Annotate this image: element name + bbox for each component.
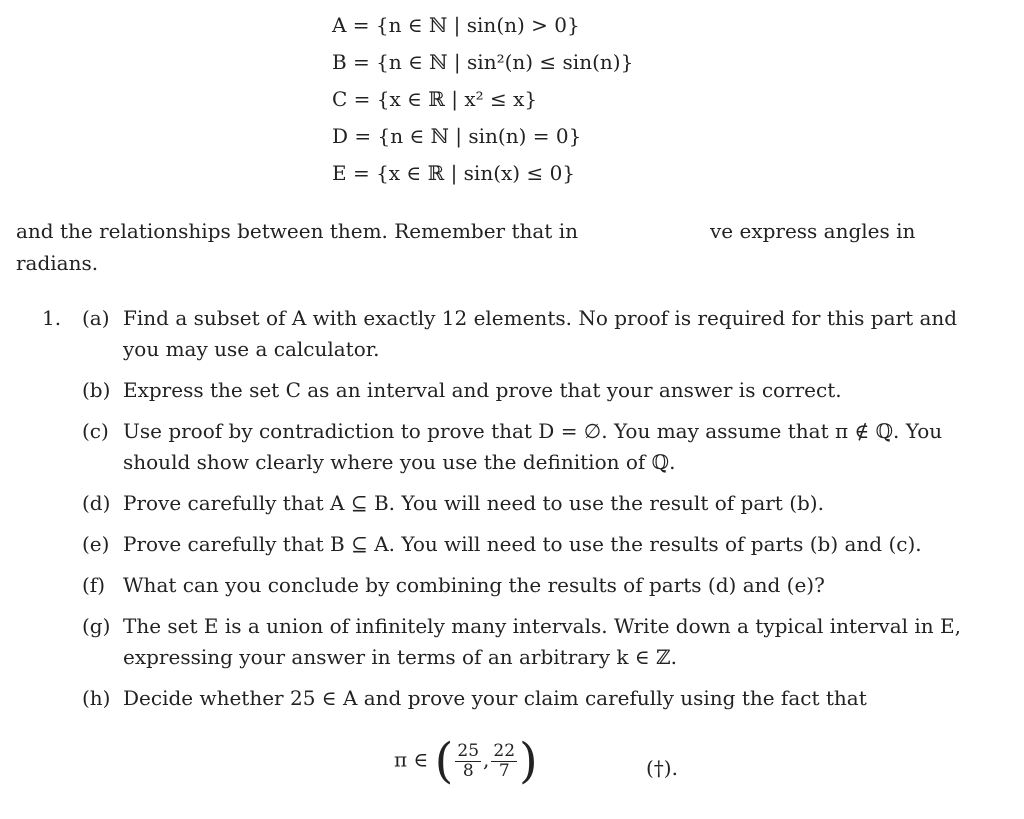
pi-bounds-formula: π ∈ ( $\frac{25}{8}$ , $\frac{22}{7}$ ) [394,733,538,789]
part-text-g: The set E is a union of infinitely many intervals. Write down a typical interval in E, expressing your answer in terms of an arbitrary k ∈ ℤ. [123,614,961,669]
part-text-c: Use proof by contradiction to prove that D = ∅. You may assume that π ∉ ℚ. You should show clearly where you use the definition of ℚ. [123,419,943,474]
set-definition-c: C = {x ∈ ℝ | x² ≤ x} [332,87,538,111]
part-text-a: Find a subset of A with exactly 12 elements. No proof is required for this part and you may use a calculator. [123,306,958,361]
set-definition-d: D = {n ∈ ℕ | sin(n) = 0} [332,124,582,148]
set-definition-b: B = {n ∈ ℕ | sin²(n) ≤ sin(n)} [332,50,634,74]
equation-tag: (†). [646,756,678,780]
intro-line-1 [16,218,915,244]
intro-text-right: ve express angles in [709,219,916,243]
part-text-h: Decide whether 25 ∈ A and prove your claim carefully using the fact that [123,686,867,710]
set-definition-e: E = {x ∈ ℝ | sin(x) ≤ 0} [332,161,576,185]
part-text-f: What can you conclude by combining the results of parts (d) and (e)? [123,573,825,597]
left-paren: ( [434,733,454,789]
part-label-d: (d) [82,491,111,515]
part-label-e: (e) [82,532,110,556]
question-number: 1. [42,306,62,330]
part-text-b: Express the set C as an interval and prove that your answer is correct. [123,378,842,402]
set-definitions [332,10,633,195]
fraction-25-over-8 [455,742,481,781]
part-label-b: (b) [82,378,111,402]
fraction-1-denominator: 8 [462,760,474,781]
part-label-c: (c) [82,419,109,443]
part-label-f: (f) [82,573,106,597]
intro-text-left: and the relationships between them. Remember that in [16,219,578,243]
fraction-22-over-7 [491,742,517,781]
part-label-a: (a) [82,306,110,330]
formula-lhs: π ∈ [394,747,429,772]
set-definition-a: A = {n ∈ ℕ | sin(n) > 0} [332,13,580,37]
part-text-d: Prove carefully that A ⊆ B. You will need to use the result of part (b). [123,491,824,515]
fraction-2-numerator: 22 [493,740,516,761]
part-label-g: (g) [82,614,111,638]
right-paren: ) [519,733,538,789]
part-text-e: Prove carefully that B ⊆ A. You will need to use the results of parts (b) and (c). [123,532,922,556]
intro-line-2: radians. [16,251,99,275]
fraction-1-numerator: 25 [457,740,480,761]
part-label-h: (h) [82,686,111,710]
fraction-2-denominator: 7 [498,760,510,781]
